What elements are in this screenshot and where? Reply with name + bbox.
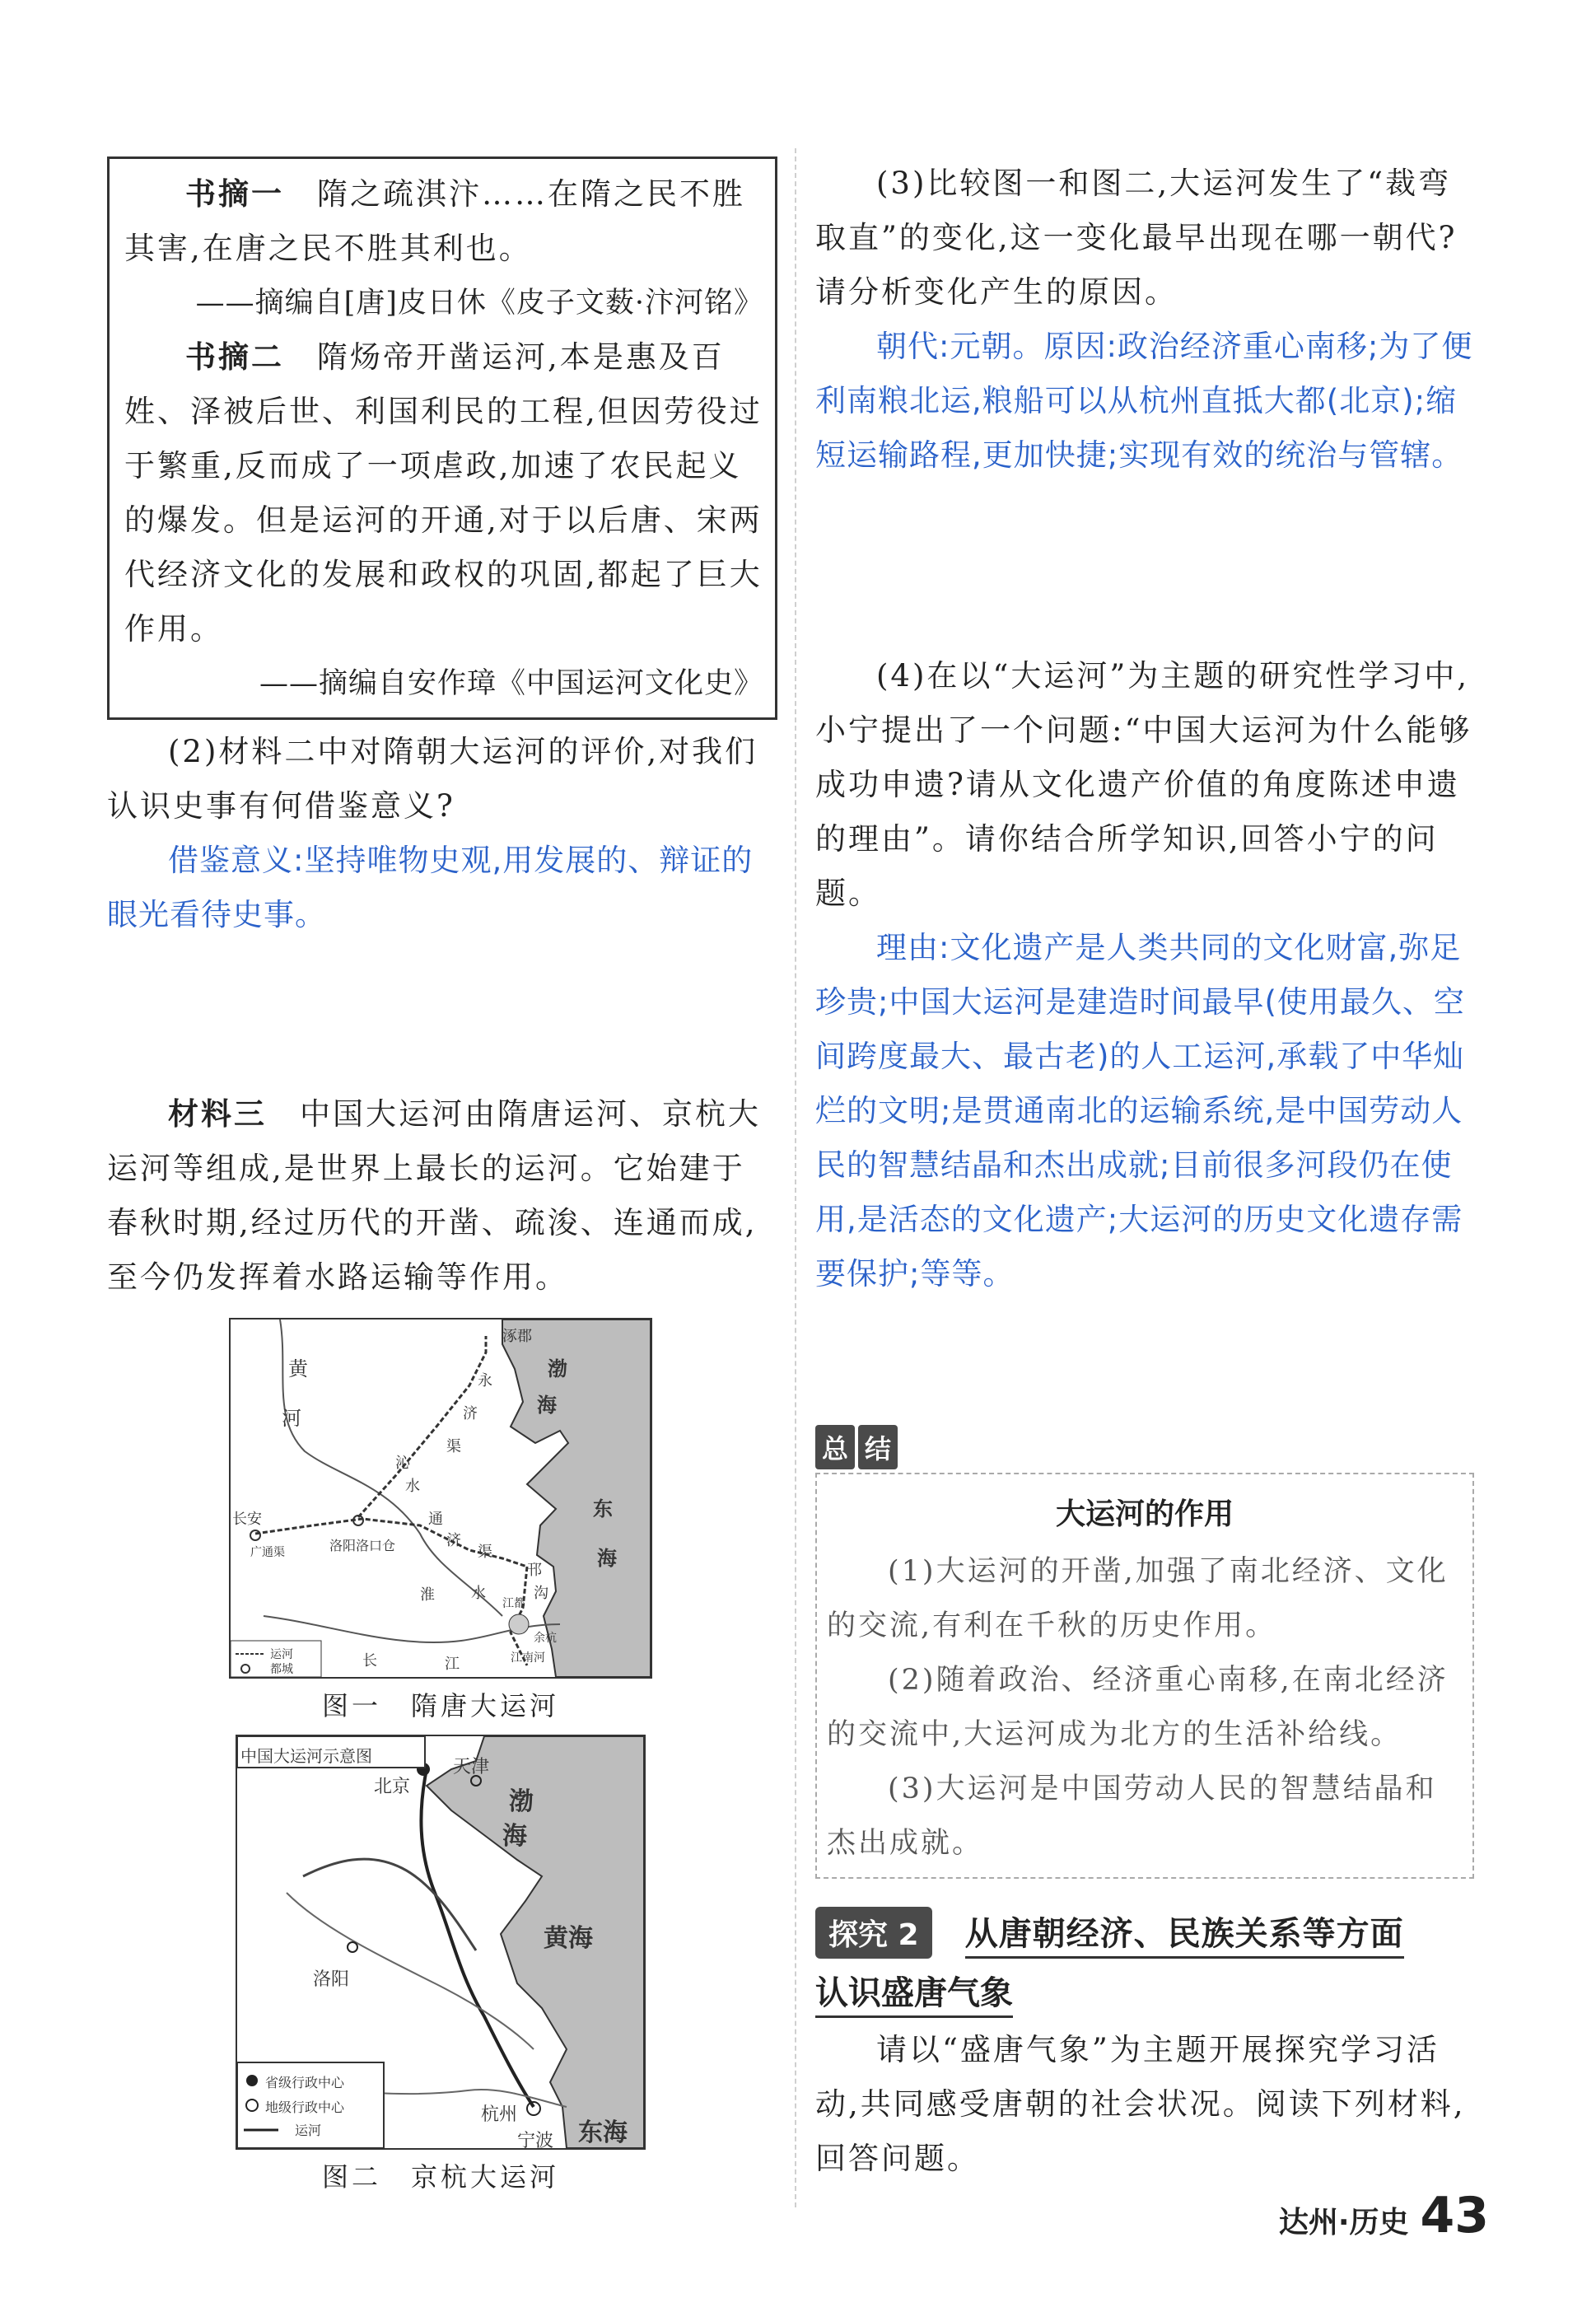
summary-p2: (2)随着政治、经济重心南移,在南北经济的交流中,大运河成为北方的生活补给线。 bbox=[827, 1664, 1449, 1751]
map1-label-luoyang: 洛阳洛口仓 bbox=[329, 1538, 396, 1553]
column-divider bbox=[795, 148, 796, 2207]
map1-label-qin: 沁 bbox=[395, 1455, 410, 1472]
map1-label-changan: 长安 bbox=[232, 1511, 262, 1528]
map1-taihu bbox=[509, 1614, 529, 1634]
page-footer bbox=[1279, 2187, 1489, 2244]
left-column bbox=[107, 156, 774, 2194]
map1-label-jiang: 江 bbox=[445, 1656, 460, 1673]
map2-label-luoyang: 洛阳 bbox=[313, 1969, 350, 1990]
map2-caption: 图二 京杭大运河 bbox=[321, 2161, 559, 2193]
q2-question: (2)材料二中对隋朝大运河的评价,对我们认识史事有何借鉴意义? bbox=[107, 734, 758, 824]
map1-legend-canal: 运河 bbox=[270, 1648, 293, 1661]
summary-p3: (3)大运河是中国劳动人民的智慧结晶和杰出成就。 bbox=[827, 1773, 1437, 1860]
map2-luoyang-marker bbox=[348, 1942, 357, 1952]
map1-label-bohai2: 海 bbox=[537, 1394, 557, 1417]
map1-legend-capital: 都城 bbox=[270, 1663, 293, 1676]
footer-label: 达州·历史 bbox=[1278, 2206, 1409, 2240]
map1-label-huai: 淮 bbox=[420, 1586, 435, 1604]
map1-label-shui: 水 bbox=[405, 1478, 420, 1495]
excerpt1-source: ——摘编自[唐]皮日休《皮子文薮·汴河铭》 bbox=[195, 287, 763, 320]
map1-changan-marker bbox=[250, 1530, 260, 1540]
map2-label-ningbo: 宁波 bbox=[517, 2131, 554, 2150]
q3-answer: 朝代:元朝。原因:政治经济重心南移;为了便利南粮北运,粮船可以从杭州直抵大都(北京);缩短运输路程,更加快捷;实现有效的统治与管辖。 bbox=[815, 329, 1473, 473]
explore-header bbox=[815, 1907, 1474, 1959]
summary-tag-1: 总 bbox=[815, 1425, 855, 1469]
excerpt1-title: 书摘一 bbox=[185, 176, 284, 212]
explore-title-part1: 从唐朝经济、民族关系等方面 bbox=[965, 1908, 1404, 1959]
page-number: 43 bbox=[1420, 2187, 1489, 2244]
summary-tag-2: 结 bbox=[858, 1425, 898, 1469]
map2-label-tianjin: 天津 bbox=[453, 1757, 490, 1777]
map2-label-hai: 海 bbox=[502, 1822, 527, 1851]
map1-label-shui2: 水 bbox=[471, 1585, 486, 1602]
map1-label-qu: 渠 bbox=[446, 1438, 461, 1455]
map1-label-jiangdu: 江都 bbox=[502, 1597, 525, 1610]
map1-label-huang: 黄 bbox=[288, 1357, 308, 1380]
q3-question: (3)比较图一和图二,大运河发生了“裁弯取直”的变化,这一变化最早出现在哪一朝代?请分析变化产生的原因。 bbox=[815, 166, 1458, 310]
explore-badge: 探究 2 bbox=[815, 1907, 932, 1959]
q4-question: (4)在以“大运河”为主题的研究性学习中,小宁提出了一个问题:“中国大运河为什么能够成功申遗?请从文化遗产价值的角度陈述申遗的理由”。请你结合所学知识,回答小宁的问题。 bbox=[815, 658, 1472, 911]
map1-label-he: 河 bbox=[282, 1407, 301, 1430]
map1-canal-yongji bbox=[358, 1336, 486, 1517]
map1-label-ji2: 济 bbox=[446, 1532, 461, 1549]
material-box bbox=[107, 156, 777, 720]
map2-label-donghai: 东海 bbox=[578, 2118, 628, 2147]
map2-label-bo: 渤 bbox=[509, 1787, 534, 1816]
map1-label-donghai1: 东 bbox=[593, 1497, 613, 1520]
map-sui-tang-canal bbox=[229, 1318, 652, 1679]
map2-legend-prov-marker bbox=[246, 2075, 258, 2086]
map2-sea bbox=[427, 1736, 644, 2148]
map2-title: 中国大运河示意图 bbox=[240, 1746, 372, 1766]
excerpt1-text: 隋之疏淇汴……在隋之民不胜其害,在唐之民不胜其利也。 bbox=[124, 176, 745, 266]
map2-legend-pref: 地级行政中心 bbox=[265, 2099, 345, 2115]
map2-label-hangzhou: 杭州 bbox=[481, 2104, 518, 2125]
map-beijing-hangzhou-canal bbox=[236, 1735, 646, 2150]
map1-label-chang: 长 bbox=[362, 1652, 377, 1670]
summary-title: 大运河的作用 bbox=[1055, 1497, 1234, 1531]
excerpt2-source: ——摘编自安作璋《中国运河文化史》 bbox=[259, 667, 763, 700]
map2-legend-canal: 运河 bbox=[295, 2123, 322, 2138]
summary-p1: (1)大运河的开凿,加强了南北经济、文化的交流,有利在千秋的历史作用。 bbox=[827, 1555, 1449, 1642]
map2-label-huanghai: 黄海 bbox=[544, 1924, 593, 1953]
map1-label-yuhang: 余杭 bbox=[534, 1632, 557, 1645]
map1-label-zhuojun: 涿郡 bbox=[502, 1328, 532, 1345]
material3-text: 中国大运河由隋唐运河、京杭大运河等组成,是世界上最长的运河。它始建于春秋时期,经过历代的开凿、疏浚、连通而成,至今仍发挥着水路运输等作用。 bbox=[107, 1096, 761, 1295]
summary-tag bbox=[815, 1425, 901, 1469]
q4-answer: 理由:文化遗产是人类共同的文化财富,弥足珍贵;中国大运河是建造时间最早(使用最久、空间跨度最大、最古老)的人工运河,承载了中华灿烂的文明;是贯通南北的运输系统,是中国劳动人民的智慧结晶和杰出成就;目前很多河段仍在使用,是活态的文化遗产;大运河的历史文化遗存需要保护;等等。 bbox=[815, 930, 1465, 1291]
map1-label-donghai2: 海 bbox=[597, 1547, 617, 1570]
map1-label-tong: 通 bbox=[428, 1511, 443, 1528]
summary-box bbox=[815, 1473, 1474, 1879]
map1-label-ji: 济 bbox=[463, 1405, 478, 1422]
map2-legend-prov: 省级行政中心 bbox=[265, 2075, 345, 2090]
excerpt2-text: 隋炀帝开凿运河,本是惠及百姓、泽被后世、利国利民的工程,但因劳役过于繁重,反而成了一项虐政,加速了农民起义的爆发。但是运河的开通,对于以后唐、宋两代经济文化的发展和政权的巩固,都起了巨大作用。 bbox=[124, 339, 763, 647]
map1-label-bohai1: 渤 bbox=[548, 1357, 567, 1380]
q2-answer: 借鉴意义:坚持唯物史观,用发展的、辩证的眼光看待史事。 bbox=[107, 843, 754, 932]
explore-text: 请以“盛唐气象”为主题开展探究学习活动,共同感受唐朝的社会状况。阅读下列材料,回答问题。 bbox=[815, 2032, 1466, 2176]
map2-label-beijing: 北京 bbox=[374, 1777, 411, 1797]
map1-yellow-river bbox=[280, 1319, 502, 1616]
map1-label-han: 邗 bbox=[527, 1562, 542, 1579]
map1-caption: 图一 隋唐大运河 bbox=[321, 1690, 559, 1721]
map1-label-gou: 沟 bbox=[534, 1585, 548, 1602]
right-column bbox=[815, 156, 1474, 2186]
explore-title-part2: 认识盛唐气象 bbox=[815, 1967, 1013, 2018]
map1-label-qu2: 渠 bbox=[478, 1544, 492, 1561]
map1-label-yong: 永 bbox=[478, 1372, 492, 1390]
excerpt2-title: 书摘二 bbox=[185, 339, 284, 375]
map1-label-jiangnan: 江南河 bbox=[511, 1651, 545, 1665]
map1-label-guangtong: 广通渠 bbox=[250, 1546, 285, 1559]
material3-title: 材料三 bbox=[168, 1096, 267, 1132]
